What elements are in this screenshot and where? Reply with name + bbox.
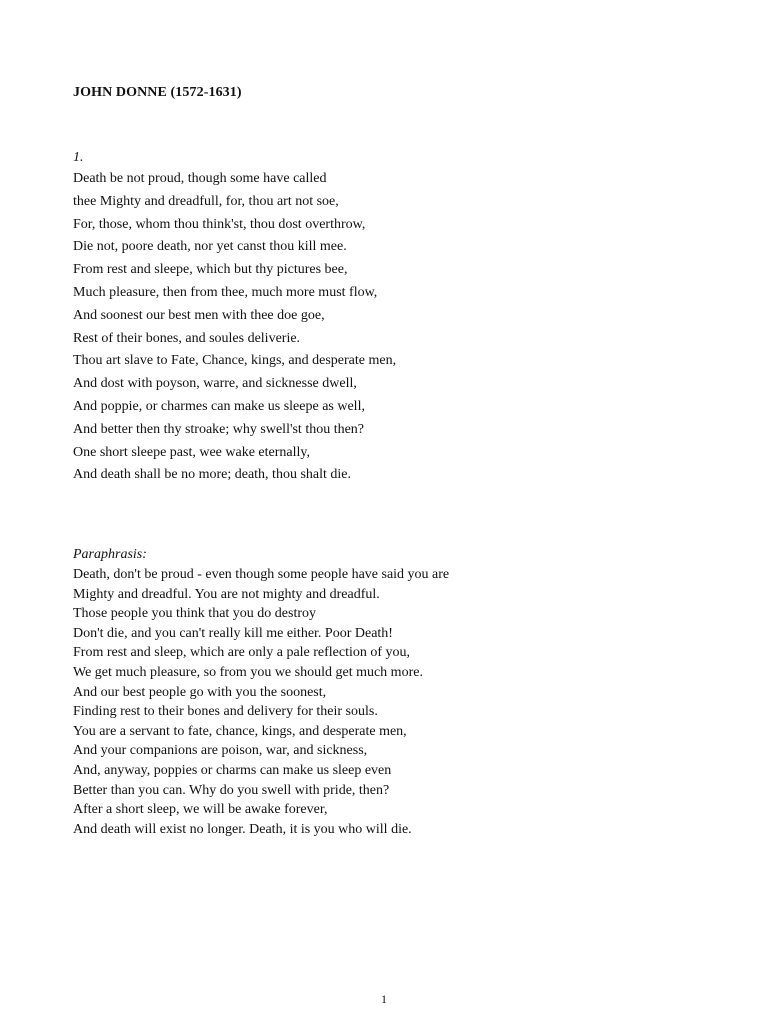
poem-line: For, those, whom thou think'st, thou dost overthrow, xyxy=(73,216,366,232)
paraphrasis-line: We get much pleasure, so from you we should get much more. xyxy=(73,664,423,680)
paraphrasis-line: You are a servant to fate, chance, kings, and desperate men, xyxy=(73,723,407,739)
paraphrasis-line: Those people you think that you do destroy xyxy=(73,606,317,622)
poem-line: One short sleepe past, wee wake eternally, xyxy=(73,444,310,460)
poem-line: thee Mighty and dreadfull, for, thou art not soe, xyxy=(73,193,339,209)
poem-line: From rest and sleepe, which but thy pictures bee, xyxy=(73,262,348,278)
paraphrasis-line: After a short sleep, we will be awake forever, xyxy=(73,802,328,818)
poem-line: And poppie, or charmes can make us sleepe as well, xyxy=(73,398,365,414)
paraphrasis-line: Death, don't be proud - even though some people have said you are xyxy=(73,567,450,582)
paraphrasis-line: Don't die, and you can't really kill me either. Poor Death! xyxy=(73,625,393,641)
paraphrasis-line: From rest and sleep, which are only a pale reflection of you, xyxy=(73,645,411,661)
paraphrasis-line: And our best people go with you the soonest, xyxy=(73,684,327,700)
paraphrasis-heading: Paraphrasis: xyxy=(73,547,147,562)
poem-line: And dost with poyson, warre, and sicknesse dwell, xyxy=(73,376,357,392)
poem-section xyxy=(73,148,693,487)
page-number: 1 xyxy=(381,992,387,1006)
poem-line: Rest of their bones, and soules deliverie. xyxy=(73,330,301,346)
paraphrasis-line: And your companions are poison, war, and sickness, xyxy=(73,743,368,759)
poem-line: And death shall be no more; death, thou shalt die. xyxy=(73,467,351,483)
paraphrasis-line: And death will exist no longer. Death, it is you who will die. xyxy=(73,821,412,837)
paraphrasis-section xyxy=(73,545,713,839)
poem-line: Death be not proud, though some have called xyxy=(73,171,327,186)
paraphrasis-line: And, anyway, poppies or charms can make us sleep even xyxy=(73,762,392,778)
poem-line: Much pleasure, then from thee, much more must flow, xyxy=(73,284,378,300)
paraphrasis-line: Better than you can. Why do you swell with pride, then? xyxy=(73,782,390,798)
paraphrasis-line: Mighty and dreadful. You are not mighty and dreadful. xyxy=(73,586,380,602)
poem-line: And soonest our best men with thee doe goe, xyxy=(73,307,325,323)
poem-line: Thou art slave to Fate, Chance, kings, and desperate men, xyxy=(73,353,397,369)
poem-number: 1. xyxy=(73,150,84,165)
poem-line: Die not, poore death, nor yet canst thou kill mee. xyxy=(73,239,347,255)
document-title: JOHN DONNE (1572-1631) xyxy=(73,85,242,100)
paraphrasis-lines xyxy=(73,565,713,839)
paraphrasis-line: Finding rest to their bones and delivery for their souls. xyxy=(73,704,378,720)
poem-lines xyxy=(73,168,693,487)
poem-line: And better then thy stroake; why swell'st thou then? xyxy=(73,421,365,437)
